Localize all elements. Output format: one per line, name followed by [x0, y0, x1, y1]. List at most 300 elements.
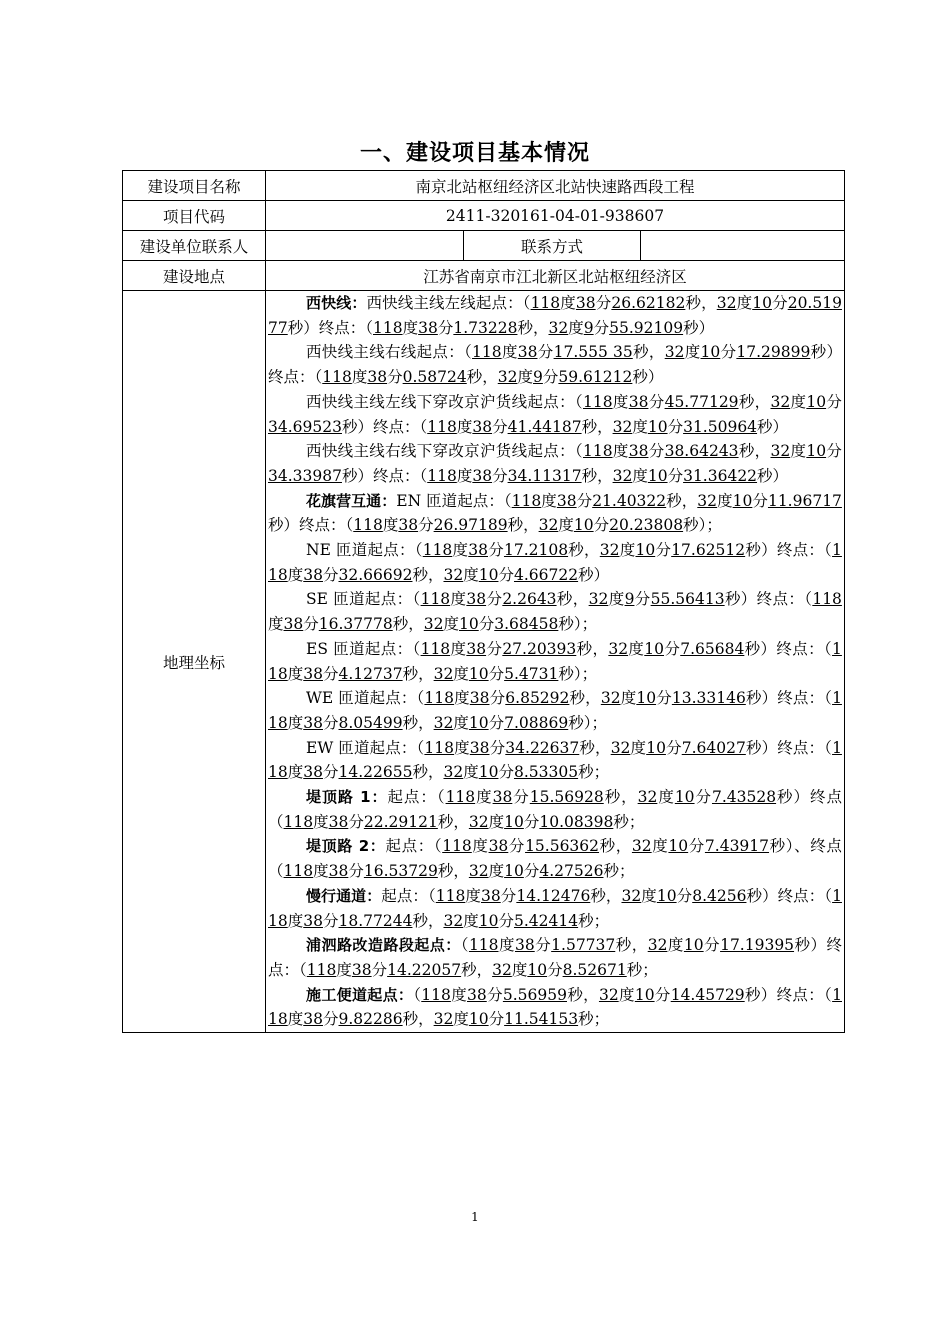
coordinate-text: 度	[351, 368, 368, 387]
coordinate-text: 分	[303, 615, 319, 634]
coordinate-text: 分	[322, 664, 339, 683]
coordinate-text: 分	[508, 837, 526, 856]
coordinate-text: 分	[418, 516, 434, 535]
coordinate-value: 10	[646, 738, 666, 757]
coordinate-text: 度	[463, 565, 479, 584]
coordinate-value: 14.12476	[516, 886, 591, 905]
coordinate-value: 3.68458	[494, 615, 559, 634]
coordinate-value: 118	[582, 392, 613, 411]
segment-heading: 慢行通道：	[306, 886, 382, 905]
segment-heading: 堤顶路 2：	[306, 837, 386, 856]
coordinate-text: 度	[517, 368, 533, 387]
coordinate-text: 秒）	[578, 565, 610, 584]
coordinate-text: 度	[560, 294, 576, 312]
coordinate-text: 分	[655, 541, 672, 560]
coordinate-text: 秒）	[757, 417, 789, 436]
coordinate-text: 秒）终点：（	[268, 936, 842, 979]
coordinate-value: 38	[303, 664, 323, 683]
coordinate-text: 秒，	[599, 837, 632, 856]
coordinate-paragraph	[268, 834, 842, 883]
contact-method-value	[641, 231, 845, 261]
coordinate-text: 秒）终点：（	[724, 590, 813, 609]
coordinate-text: 分	[634, 590, 651, 609]
coordinate-value: 59.61212	[558, 368, 633, 387]
coordinate-text: 度	[443, 615, 459, 634]
coordinate-value: 118	[306, 960, 337, 979]
coordinate-text: 秒；	[603, 862, 635, 881]
coordinate-value: 38	[466, 639, 487, 658]
coordinate-text: 度	[471, 837, 489, 856]
coordinate-text: 分	[595, 294, 612, 312]
coordinate-text: 秒）终点：（	[746, 886, 833, 905]
coordinate-text: 度	[641, 886, 657, 905]
coordinate-value: 13.33146	[671, 689, 746, 708]
coordinate-value: 9	[533, 368, 543, 387]
coordinate-text: 度	[651, 837, 669, 856]
coordinate-text: 度	[541, 491, 557, 510]
coordinate-text: 度	[608, 590, 625, 609]
coordinate-value: 10	[635, 541, 656, 560]
coordinate-value: 14.22057	[387, 960, 462, 979]
coordinate-text: 分	[703, 936, 721, 955]
coordinate-value: 118	[268, 689, 842, 732]
coordinate-value: 5.4731	[504, 664, 559, 683]
coordinate-value: 118	[424, 738, 454, 757]
coordinate-text: 度	[632, 417, 648, 436]
coordinate-value: 7.65684	[680, 639, 745, 658]
segment-heading: 花旗营互通：	[306, 491, 397, 510]
coordinate-value: 118	[322, 368, 352, 387]
coordinate-value: 118	[268, 738, 842, 782]
coordinate-value: 118	[283, 862, 314, 881]
coordinate-text: 分	[486, 590, 503, 609]
coordinate-text: 度	[736, 294, 753, 312]
coordinate-text: 西快线主线左线下穿改京沪货线起点：（	[306, 392, 583, 411]
coordinate-value: 32	[664, 343, 685, 362]
coordinate-value: 17.62512	[671, 541, 746, 560]
project-name-value: 南京北站枢纽经济区北站快速路西段工程	[266, 171, 845, 201]
coordinate-text: 分	[489, 689, 506, 708]
coordinate-value: 16.37778	[318, 615, 393, 634]
coordinate-text: 秒）	[757, 466, 789, 485]
coordinate-text: 起点：（	[381, 886, 436, 905]
coordinate-value: 17.29899	[736, 343, 811, 362]
coordinate-text: 度	[313, 812, 329, 831]
coordinate-text: 秒，	[666, 491, 698, 510]
coordinate-value: 32	[433, 713, 454, 732]
coordinate-value: 38	[303, 763, 323, 782]
coordinate-text: 度	[501, 343, 518, 362]
coordinate-text: 度	[568, 318, 584, 337]
coordinate-text: 分	[537, 343, 554, 362]
coordinate-value: 32	[612, 417, 633, 436]
row-project-code	[123, 201, 845, 231]
coordinate-value: 21.40322	[592, 491, 667, 510]
coordinate-text: 度	[488, 862, 505, 881]
coordinate-text: 秒，	[632, 343, 665, 362]
coordinate-text: 度	[632, 466, 648, 485]
coordinate-value: 10	[752, 294, 772, 312]
coordinate-value: 118	[421, 985, 451, 1004]
coordinate-value: 10	[527, 960, 548, 979]
coordinate-value: 2.2643	[502, 590, 557, 609]
coordinate-text: 度	[313, 862, 329, 881]
coordinate-text: 度	[498, 936, 515, 955]
coordinate-text: 秒）、终点（	[268, 837, 842, 881]
coordinate-value: 10	[806, 442, 827, 461]
coordinate-value: 118	[445, 788, 476, 807]
coordinate-value: 38	[367, 368, 388, 387]
coordinate-text: 分	[322, 713, 339, 732]
coordinate-value: 32	[608, 639, 629, 658]
coordinate-value: 118	[812, 590, 842, 609]
coordinate-text: 度	[684, 343, 701, 362]
coordinate-text: 度	[382, 516, 399, 535]
coordinate-value: 10	[656, 886, 677, 905]
coordinate-text: 度	[453, 713, 469, 732]
coordinate-text: 分	[656, 689, 672, 708]
coordinate-value: 10	[468, 713, 489, 732]
coordinate-text: 秒，	[615, 936, 648, 955]
coordinate-text: 秒，	[568, 541, 600, 560]
segment-heading: 堤顶路 1：	[306, 788, 388, 807]
coordinate-text: 秒，	[685, 294, 717, 312]
coordinate-text: 秒）终点：（	[341, 417, 428, 436]
coordinate-value: 10	[468, 664, 489, 683]
coordinate-text: 秒，	[437, 862, 469, 881]
coordinate-text: 秒，	[466, 368, 498, 387]
coordinate-value: 11.96717	[767, 491, 842, 510]
coordinate-text: 起点：（	[387, 788, 446, 807]
coordinate-text: 分	[500, 886, 517, 905]
coordinate-value: 38	[517, 343, 538, 362]
coordinate-value: 10	[668, 837, 689, 856]
coordinate-value: 34.69523	[268, 417, 342, 436]
coordinate-text: 秒）终点：（	[268, 343, 842, 387]
coordinate-value: 118	[582, 442, 613, 461]
coordinate-text: 秒，	[412, 565, 444, 584]
coordinate-text: 分	[498, 565, 514, 584]
coordinate-text: 度	[450, 590, 467, 609]
coordinate-text: 分	[547, 960, 563, 979]
coordinate-text: 分	[593, 318, 610, 337]
coordinate-value: 4.66722	[513, 565, 579, 584]
coordinate-paragraph	[268, 340, 842, 389]
coordinate-text: 度	[657, 788, 675, 807]
coordinate-value: 32	[433, 664, 454, 683]
coordinate-value: 38	[492, 788, 513, 807]
coordinate-value: 118	[442, 837, 472, 856]
coordinate-value: 55.92109	[609, 318, 684, 337]
coordinate-text: 秒，	[402, 664, 434, 683]
coordinate-value: 118	[435, 886, 466, 905]
coordinate-paragraph	[268, 538, 842, 587]
coordinate-text: 度	[287, 1010, 304, 1029]
coordinate-text: 分	[688, 837, 705, 856]
coordinate-text: 分	[322, 565, 339, 584]
coordinate-text: 分	[576, 491, 593, 510]
coordinate-value: 15.56362	[525, 837, 600, 856]
coordinate-text: 分	[348, 812, 364, 831]
coordinate-value: 118	[530, 294, 561, 312]
coordinate-value: 118	[422, 541, 453, 560]
coordinate-value: 10	[634, 985, 655, 1004]
coordinate-text: 度	[790, 442, 807, 461]
coordinate-text: 分	[478, 615, 495, 634]
coordinate-text: ES 匝道起点：（	[306, 639, 421, 658]
location-value: 江苏省南京市江北新区北站枢纽经济区	[266, 261, 845, 291]
contact-value	[266, 231, 464, 261]
coordinate-text: 秒）终点：（	[287, 318, 373, 337]
coordinate-value: 32	[599, 541, 620, 560]
coordinate-value: 32	[598, 985, 619, 1004]
coordinate-value: 32	[647, 936, 668, 955]
coordinate-value: 32	[770, 442, 791, 461]
coordinate-value: 10	[700, 343, 721, 362]
coordinate-text: 分	[667, 466, 684, 485]
coordinate-value: 32	[468, 862, 489, 881]
coordinate-text: 分	[492, 466, 508, 485]
segment-heading: 施工便道起点：	[306, 985, 414, 1004]
coordinate-value: 32	[610, 738, 631, 757]
coordinate-text: 分	[348, 862, 364, 881]
coordinate-text: 分	[512, 788, 530, 807]
coordinate-value: 118	[472, 343, 502, 362]
coordinate-paragraph	[268, 439, 842, 488]
coordinate-text: 秒，	[412, 911, 444, 930]
coordinate-value: 38	[303, 911, 323, 930]
coordinate-value: 17.19395	[720, 936, 795, 955]
row-location	[123, 261, 845, 291]
coordinate-value: 32.66692	[338, 565, 413, 584]
coordinate-text: 度	[456, 466, 473, 485]
coordinate-value: 20.51977	[268, 294, 842, 337]
coordinate-value: 38	[472, 417, 493, 436]
coordinate-text: SE 匝道起点：（	[306, 590, 421, 609]
coordinate-value: 10	[806, 392, 827, 411]
coordinate-value: 118	[420, 639, 451, 658]
coordinate-value: 9	[583, 318, 594, 337]
coordinate-text: 分	[322, 763, 339, 782]
coordinate-text: 分	[371, 960, 388, 979]
coordinate-value: 0.58724	[402, 368, 467, 387]
coordinate-text: 秒）终点：（	[745, 738, 833, 757]
coordinate-paragraph	[268, 390, 842, 439]
coordinate-text: 秒，	[437, 812, 469, 831]
coordinate-text: 度	[463, 911, 479, 930]
coordinate-text: 分	[665, 738, 682, 757]
project-name-label: 建设项目名称	[123, 171, 266, 201]
coordinate-value: 10	[478, 763, 499, 782]
coordinate-value: 118	[283, 812, 314, 831]
coordinate-value: 32	[621, 886, 642, 905]
coordinate-text: 秒，	[569, 689, 601, 708]
coordinate-text: 度	[465, 886, 481, 905]
coordinate-text: 秒，	[590, 886, 622, 905]
coordinate-value: 38	[468, 541, 488, 560]
coordinate-value: 38	[472, 466, 493, 485]
coordinate-value: 38	[351, 960, 372, 979]
coordinate-text: 秒）终点：（	[744, 985, 833, 1004]
coordinate-value: 10	[573, 516, 594, 535]
coordinate-text: 度	[287, 911, 304, 930]
coordinate-value: 38	[556, 491, 577, 510]
coordinate-value: 32	[716, 294, 737, 312]
coordinate-value: 10	[478, 565, 499, 584]
coordinate-text: 秒，	[556, 590, 589, 609]
coordinate-value: 17.2108	[503, 541, 569, 560]
coordinate-text: 度	[402, 318, 419, 337]
coordinate-value: 5.56959	[502, 985, 567, 1004]
coordinate-value: 10	[732, 491, 753, 510]
project-info-table	[122, 170, 845, 1033]
coordinate-text: 秒）	[683, 318, 715, 337]
coordinate-value: 118	[420, 590, 451, 609]
coordinate-value: 38.64243	[664, 442, 739, 461]
coordinate-text: 度	[454, 689, 470, 708]
coordinate-text: 度	[619, 541, 636, 560]
coordinate-text: 度	[630, 738, 647, 757]
coordinate-value: 38	[469, 689, 490, 708]
coordinate-text: 秒，	[603, 788, 638, 807]
coordinate-text: 度	[336, 960, 352, 979]
coordinate-text: 分	[488, 1010, 505, 1029]
coordinate-value: 4.27526	[539, 862, 604, 881]
coordinate-value: 118	[373, 318, 403, 337]
coordinate-text: 分	[489, 738, 506, 757]
coordinate-text: 秒，	[567, 985, 599, 1004]
coordinate-value: 38	[283, 615, 304, 634]
coordinate-text: 秒）终点：（	[745, 541, 833, 560]
coordinate-value: 14.45729	[670, 985, 745, 1004]
coordinate-value: 38	[418, 318, 438, 337]
coordinate-value: 38	[328, 812, 349, 831]
page-title: 一、建设项目基本情况	[359, 141, 590, 166]
coordinate-text: 分	[488, 664, 505, 683]
coordinate-text: 分	[523, 862, 540, 881]
coordinate-text: 秒；	[578, 1010, 610, 1029]
coordinate-text: 度	[463, 763, 479, 782]
coordinate-text: 起点：（	[385, 837, 443, 856]
coordinate-value: 38	[398, 516, 419, 535]
coordinate-value: 1.73228	[453, 318, 518, 337]
coordinate-text: 分	[694, 788, 712, 807]
coordinate-value: 118	[268, 639, 842, 683]
coordinate-value: 32	[637, 788, 658, 807]
coordinate-text: 度	[475, 788, 493, 807]
coordinate-value: 31.36422	[683, 466, 758, 485]
coordinate-value: 10	[504, 812, 524, 831]
coordinate-value: 38	[628, 392, 649, 411]
coordinate-text: 分	[534, 936, 552, 955]
coordinate-paragraph	[268, 736, 842, 785]
coordinate-value: 10	[636, 689, 657, 708]
coordinate-value: 32	[423, 615, 444, 634]
coordinate-value: 118	[268, 985, 842, 1029]
coordinate-text: 秒）；	[568, 713, 607, 732]
coordinate-value: 118	[353, 516, 383, 535]
coordinate-text: 分	[387, 368, 403, 387]
coordinate-value: 38	[303, 565, 323, 584]
coordinate-text: 秒，	[402, 1010, 434, 1029]
coordinate-value: 55.56413	[650, 590, 725, 609]
coordinate-text: 秒；	[578, 911, 610, 930]
coordinate-text: 秒，	[517, 318, 549, 337]
coordinate-value: 10	[683, 936, 704, 955]
coordinate-value: 10	[647, 466, 668, 485]
location-label: 建设地点	[123, 261, 266, 291]
coordinate-text: 秒）终点：（	[268, 516, 354, 535]
coordinate-paragraph	[268, 884, 842, 933]
coordinate-text: 度	[287, 763, 304, 782]
coordinate-value: 10	[504, 862, 524, 881]
coordinate-value: 118	[468, 936, 499, 955]
coordinate-value: 32	[588, 590, 609, 609]
coordinate-value: 10	[647, 417, 668, 436]
coordinate-paragraph	[268, 983, 842, 1032]
coordinate-value: 38	[467, 985, 487, 1004]
coordinate-text: 分	[752, 491, 768, 510]
coordinate-text: 西快线主线左线起点：（	[366, 294, 531, 312]
coordinate-text: 秒，	[402, 713, 434, 732]
coordinate-text: 度	[456, 417, 473, 436]
coordinate-text: 分	[654, 985, 671, 1004]
coordinate-text: 分	[437, 318, 454, 337]
coordinate-text: EN 匝道起点：（	[396, 491, 512, 510]
coordinate-text: 秒）；	[558, 664, 598, 683]
coordinate-text: 度	[717, 491, 733, 510]
coordinate-value: 118	[268, 541, 842, 584]
coordinate-value: 38	[480, 886, 501, 905]
coordinate-paragraph	[268, 637, 842, 686]
segment-heading: 西快线：	[306, 294, 367, 312]
coordinate-text: （	[413, 985, 422, 1004]
coordinate-text: 度	[618, 985, 635, 1004]
coordinate-value: 41.44187	[507, 417, 582, 436]
coordinate-text: 度	[268, 615, 284, 634]
coordinate-text: 度	[612, 442, 629, 461]
coordinate-text: 度	[488, 812, 505, 831]
row-geo	[123, 291, 845, 1033]
project-code-label: 项目代码	[123, 201, 266, 231]
coordinate-text: WE 匝道起点：（	[306, 689, 425, 708]
coordinate-text: 分	[492, 417, 508, 436]
coordinate-text: 分	[676, 886, 693, 905]
project-code-value: 2411-320161-04-01-938607	[266, 201, 845, 231]
coordinate-text: 秒）终点：（	[745, 689, 833, 708]
coordinate-text: 分	[488, 713, 505, 732]
coordinate-text: 分	[720, 343, 737, 362]
coordinate-text: 度	[452, 541, 469, 560]
coordinate-value: 8.4256	[692, 886, 747, 905]
coordinate-value: 118	[511, 491, 542, 510]
coordinate-text: 秒，	[581, 466, 613, 485]
page-number: 1	[471, 1210, 479, 1224]
coordinate-text: 分	[648, 442, 665, 461]
coordinate-value: 8.52671	[562, 960, 627, 979]
coordinate-text: 分	[486, 639, 503, 658]
coordinate-text: 秒，	[576, 639, 609, 658]
coordinate-text: 分	[523, 812, 540, 831]
coordinate-paragraph	[268, 291, 842, 340]
coordinate-text: 秒，	[738, 392, 771, 411]
coordinate-value: 38	[466, 590, 487, 609]
row-project-name	[123, 171, 845, 201]
coordinate-value: 10.08398	[539, 812, 614, 831]
coordinate-value: 18.77244	[338, 911, 413, 930]
coordinate-text: 度	[511, 960, 528, 979]
coordinate-value: 32	[548, 318, 569, 337]
